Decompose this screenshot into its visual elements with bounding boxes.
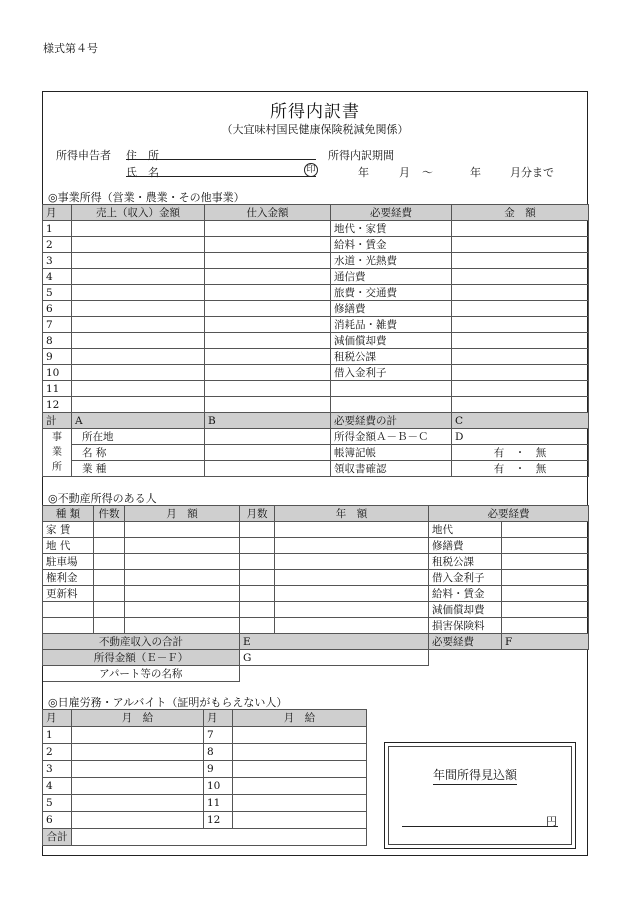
annual-estimate-inner: [388, 746, 572, 845]
expense-amount-cell[interactable]: [502, 602, 589, 618]
month-number: 4: [43, 269, 72, 285]
month-number: 10: [43, 365, 72, 381]
sales-cell[interactable]: [72, 237, 205, 253]
business-row: [43, 237, 589, 253]
annual-cell[interactable]: [275, 538, 429, 554]
expense-item: 損害保険料: [429, 618, 502, 634]
purchase-cell[interactable]: [205, 333, 331, 349]
month-number: 3: [43, 761, 72, 778]
total-b: B: [205, 413, 331, 429]
month-number: 5: [43, 795, 72, 812]
office-row: [43, 445, 589, 461]
daily-header-row: [43, 710, 367, 727]
total-f: F: [502, 634, 589, 650]
business-row: [43, 333, 589, 349]
declarant-label: 所得申告者: [56, 149, 111, 162]
business-row: [43, 253, 589, 269]
realestate-section-title: ◎不動産所得のある人: [48, 492, 157, 505]
monthly-cell[interactable]: [125, 586, 240, 602]
expense-label: 必要経費: [429, 634, 502, 650]
yes-option: 有: [493, 446, 505, 459]
expense-amount-cell[interactable]: [452, 333, 589, 349]
purchase-cell[interactable]: [205, 221, 331, 237]
expense-amount-cell[interactable]: [502, 554, 589, 570]
daily-total-row: [43, 829, 367, 846]
months-cell[interactable]: [240, 618, 275, 634]
monthly-cell[interactable]: [125, 602, 240, 618]
purchase-cell[interactable]: [205, 269, 331, 285]
expense-item: 租税公課: [429, 554, 502, 570]
business-row: [43, 285, 589, 301]
daily-row: [43, 744, 367, 761]
month-number: 10: [204, 778, 233, 795]
realestate-row: [43, 554, 589, 570]
header-months: 月数: [240, 506, 275, 522]
purchase-cell[interactable]: [205, 301, 331, 317]
month-number: 8: [43, 333, 72, 349]
expense-item: 借入金利子: [331, 365, 452, 381]
months-cell[interactable]: [240, 538, 275, 554]
count-cell[interactable]: [94, 538, 125, 554]
header-salary: 月 給: [233, 710, 367, 727]
income-type: 家 賃: [43, 522, 94, 538]
header-month: 月: [43, 710, 72, 727]
total-g: G: [240, 650, 429, 666]
monthly-cell[interactable]: [125, 522, 240, 538]
office-location-field[interactable]: [205, 429, 331, 445]
expense-item: 地代・家賃: [331, 221, 452, 237]
month-number: 2: [43, 744, 72, 761]
sales-cell[interactable]: [72, 253, 205, 269]
count-cell[interactable]: [94, 554, 125, 570]
annual-cell[interactable]: [275, 522, 429, 538]
salary-cell[interactable]: [233, 744, 367, 761]
office-label: [43, 429, 72, 477]
salary-cell[interactable]: [72, 744, 204, 761]
realestate-table: [42, 505, 589, 682]
purchase-cell[interactable]: [205, 381, 331, 397]
expense-amount-cell[interactable]: [452, 317, 589, 333]
annual-estimate-unit: 円: [546, 815, 557, 828]
daily-table: [42, 709, 367, 846]
month-number: 9: [204, 761, 233, 778]
realestate-row: [43, 602, 589, 618]
sales-cell[interactable]: [72, 349, 205, 365]
office-name-label: 名 称: [72, 445, 205, 461]
expense-item: [331, 397, 452, 413]
business-row: [43, 381, 589, 397]
sales-cell[interactable]: [72, 317, 205, 333]
income-type: [43, 618, 94, 634]
business-row: [43, 269, 589, 285]
header-month: 月: [43, 205, 72, 221]
income-type: 権利金: [43, 570, 94, 586]
receipt-label: 領収書確認: [331, 461, 452, 477]
income-formula-label: 所得金額（Ｅ－Ｆ）: [43, 650, 240, 666]
realestate-header-row: [43, 506, 589, 522]
expense-item: 借入金利子: [429, 570, 502, 586]
business-header-row: [43, 205, 589, 221]
income-type: [43, 602, 94, 618]
total-d: D: [452, 429, 589, 445]
month-number: 5: [43, 285, 72, 301]
total-a: A: [72, 413, 205, 429]
expense-amount-cell[interactable]: [452, 365, 589, 381]
expense-amount-cell[interactable]: [452, 381, 589, 397]
name-label: 氏 名: [126, 166, 159, 179]
salary-cell[interactable]: [72, 778, 204, 795]
salary-cell[interactable]: [233, 727, 367, 744]
period-tilde: ～: [422, 166, 433, 179]
expense-amount-cell[interactable]: [452, 253, 589, 269]
header-annual: 年 額: [275, 506, 429, 522]
count-cell[interactable]: [94, 618, 125, 634]
month-number: 11: [43, 381, 72, 397]
total-c: C: [452, 413, 589, 429]
expense-amount-cell[interactable]: [502, 570, 589, 586]
business-row: [43, 317, 589, 333]
expense-item: 給料・賃金: [331, 237, 452, 253]
monthly-cell[interactable]: [125, 554, 240, 570]
period-year-start: 年: [358, 166, 369, 179]
count-cell[interactable]: [94, 522, 125, 538]
income-total-label: 不動産収入の合計: [43, 634, 240, 650]
daily-row: [43, 727, 367, 744]
income-type: 駐車場: [43, 554, 94, 570]
business-section-title: ◎事業所得（営業・農業・その他事業）: [48, 191, 245, 204]
realestate-row: [43, 618, 589, 634]
month-number: 9: [43, 349, 72, 365]
realestate-income-row: [43, 650, 589, 666]
expense-amount-cell[interactable]: [452, 301, 589, 317]
daily-row: [43, 778, 367, 795]
business-row: [43, 221, 589, 237]
yes-option: 有: [493, 462, 505, 475]
salary-cell[interactable]: [72, 812, 204, 829]
purchase-cell[interactable]: [205, 253, 331, 269]
month-number: 1: [43, 727, 72, 744]
realestate-apartment-row: [43, 666, 589, 682]
office-label-char: 業: [52, 447, 62, 458]
count-cell[interactable]: [94, 586, 125, 602]
business-row: [43, 397, 589, 413]
business-row: [43, 365, 589, 381]
salary-cell[interactable]: [233, 795, 367, 812]
salary-cell[interactable]: [72, 761, 204, 778]
expense-amount-cell[interactable]: [452, 397, 589, 413]
header-purchases: 仕入金額: [205, 205, 331, 221]
total-label: 計: [43, 413, 72, 429]
period-month-end: 月分まで: [510, 166, 554, 179]
no-option: 無: [535, 462, 547, 475]
separator: ・: [514, 446, 526, 459]
business-table: [42, 204, 589, 477]
period-year-end: 年: [470, 166, 481, 179]
expense-amount-cell[interactable]: [452, 221, 589, 237]
annual-estimate-label: 年間所得見込額: [433, 766, 517, 785]
month-number: 4: [43, 778, 72, 795]
expense-item: 地代: [429, 522, 502, 538]
total-e: E: [240, 634, 429, 650]
office-name-field[interactable]: [205, 445, 331, 461]
month-number: 7: [43, 317, 72, 333]
purchase-cell[interactable]: [205, 285, 331, 301]
expense-item: 減価償却費: [331, 333, 452, 349]
purchase-cell[interactable]: [205, 397, 331, 413]
purchase-cell[interactable]: [205, 237, 331, 253]
annual-cell[interactable]: [275, 602, 429, 618]
annual-estimate-field[interactable]: [402, 826, 558, 827]
month-number: 11: [204, 795, 233, 812]
separator: ・: [514, 462, 526, 475]
purchase-cell[interactable]: [205, 365, 331, 381]
daily-total-label: 合計: [43, 829, 72, 846]
income-formula-label: 所得金額Ａ－Ｂ－Ｃ: [331, 429, 452, 445]
expense-item: 租税公課: [331, 349, 452, 365]
income-type: 更新料: [43, 586, 94, 602]
blank-cell: [429, 650, 589, 666]
office-label-char: 事: [52, 432, 62, 443]
receipt-choice[interactable]: [452, 461, 589, 477]
salary-cell[interactable]: [233, 778, 367, 795]
apartment-field[interactable]: [240, 666, 589, 682]
business-row: [43, 301, 589, 317]
header-amount: 金 額: [452, 205, 589, 221]
header-expenses: 必要経費: [331, 205, 452, 221]
salary-cell[interactable]: [233, 761, 367, 778]
business-row: [43, 349, 589, 365]
page-title: 所得内訳書: [270, 102, 360, 122]
monthly-cell[interactable]: [125, 570, 240, 586]
count-cell[interactable]: [94, 602, 125, 618]
month-number: 8: [204, 744, 233, 761]
sales-cell[interactable]: [72, 333, 205, 349]
expense-item: 旅費・交通費: [331, 285, 452, 301]
expense-amount-cell[interactable]: [502, 586, 589, 602]
daily-section-title: ◎日雇労務・アルバイト（証明がもらえない人）: [48, 696, 288, 709]
office-location-label: 所在地: [72, 429, 205, 445]
salary-cell[interactable]: [72, 727, 204, 744]
realestate-total-row: [43, 634, 589, 650]
sales-cell[interactable]: [72, 397, 205, 413]
month-number: 12: [43, 397, 72, 413]
realestate-row: [43, 586, 589, 602]
header-monthly: 月 額: [125, 506, 240, 522]
count-cell[interactable]: [94, 570, 125, 586]
ledger-choice[interactable]: [452, 445, 589, 461]
expense-amount-cell[interactable]: [452, 285, 589, 301]
expense-total-label: 必要経費の計: [331, 413, 452, 429]
annual-cell[interactable]: [275, 618, 429, 634]
ledger-label: 帳簿記帳: [331, 445, 452, 461]
office-row: [43, 429, 589, 445]
seal-mark: 印: [304, 163, 318, 177]
address-label: 住 所: [126, 149, 159, 162]
months-cell[interactable]: [240, 522, 275, 538]
realestate-row: [43, 538, 589, 554]
annual-cell[interactable]: [275, 554, 429, 570]
months-cell[interactable]: [240, 586, 275, 602]
monthly-cell[interactable]: [125, 618, 240, 634]
expense-amount-cell[interactable]: [452, 237, 589, 253]
expense-item: 給料・賃金: [429, 586, 502, 602]
name-field[interactable]: [126, 176, 316, 177]
office-type-field[interactable]: [205, 461, 331, 477]
header-count: 件数: [94, 506, 125, 522]
expense-amount-cell[interactable]: [452, 269, 589, 285]
sales-cell[interactable]: [72, 301, 205, 317]
daily-row: [43, 761, 367, 778]
income-type: 地 代: [43, 538, 94, 554]
expense-amount-cell[interactable]: [452, 349, 589, 365]
month-number: 7: [204, 727, 233, 744]
expense-item: 修繕費: [331, 301, 452, 317]
daily-row: [43, 795, 367, 812]
annual-cell[interactable]: [275, 586, 429, 602]
form-number: 様式第４号: [43, 42, 98, 55]
office-type-label: 業 種: [72, 461, 205, 477]
expense-item: 水道・光熱費: [331, 253, 452, 269]
sales-cell[interactable]: [72, 365, 205, 381]
realestate-row: [43, 522, 589, 538]
annual-cell[interactable]: [275, 570, 429, 586]
salary-cell[interactable]: [72, 795, 204, 812]
header-expenses: 必要経費: [429, 506, 589, 522]
expense-amount-cell[interactable]: [502, 522, 589, 538]
sales-cell[interactable]: [72, 221, 205, 237]
expense-item: 減価償却費: [429, 602, 502, 618]
purchase-cell[interactable]: [205, 349, 331, 365]
office-row: [43, 461, 589, 477]
month-number: 6: [43, 812, 72, 829]
period-label: 所得内訳期間: [328, 149, 394, 162]
business-total-row: [43, 413, 589, 429]
daily-row: [43, 812, 367, 829]
sales-cell[interactable]: [72, 381, 205, 397]
expense-amount-cell[interactable]: [502, 538, 589, 554]
expense-item: [331, 381, 452, 397]
expense-item: 通信費: [331, 269, 452, 285]
salary-cell[interactable]: [233, 812, 367, 829]
sales-cell[interactable]: [72, 269, 205, 285]
expense-amount-cell[interactable]: [502, 618, 589, 634]
apartment-label: アパート等の名称: [43, 666, 240, 682]
header-type: 種 類: [43, 506, 94, 522]
period-month-start: 月: [399, 166, 410, 179]
monthly-cell[interactable]: [125, 538, 240, 554]
address-field[interactable]: [126, 159, 316, 160]
sales-cell[interactable]: [72, 285, 205, 301]
expense-item: 修繕費: [429, 538, 502, 554]
purchase-cell[interactable]: [205, 317, 331, 333]
header-month: 月: [204, 710, 233, 727]
month-number: 6: [43, 301, 72, 317]
month-number: 2: [43, 237, 72, 253]
expense-item: 消耗品・雑費: [331, 317, 452, 333]
daily-total-field[interactable]: [72, 829, 367, 846]
office-label-char: 所: [52, 462, 62, 473]
months-cell[interactable]: [240, 570, 275, 586]
realestate-row: [43, 570, 589, 586]
month-number: 1: [43, 221, 72, 237]
header-salary: 月 給: [72, 710, 204, 727]
no-option: 無: [535, 446, 547, 459]
page-subtitle: （大宜味村国民健康保険税減免関係）: [221, 123, 409, 136]
month-number: 12: [204, 812, 233, 829]
month-number: 3: [43, 253, 72, 269]
months-cell[interactable]: [240, 554, 275, 570]
header-sales: 売上（収入）金額: [72, 205, 205, 221]
months-cell[interactable]: [240, 602, 275, 618]
